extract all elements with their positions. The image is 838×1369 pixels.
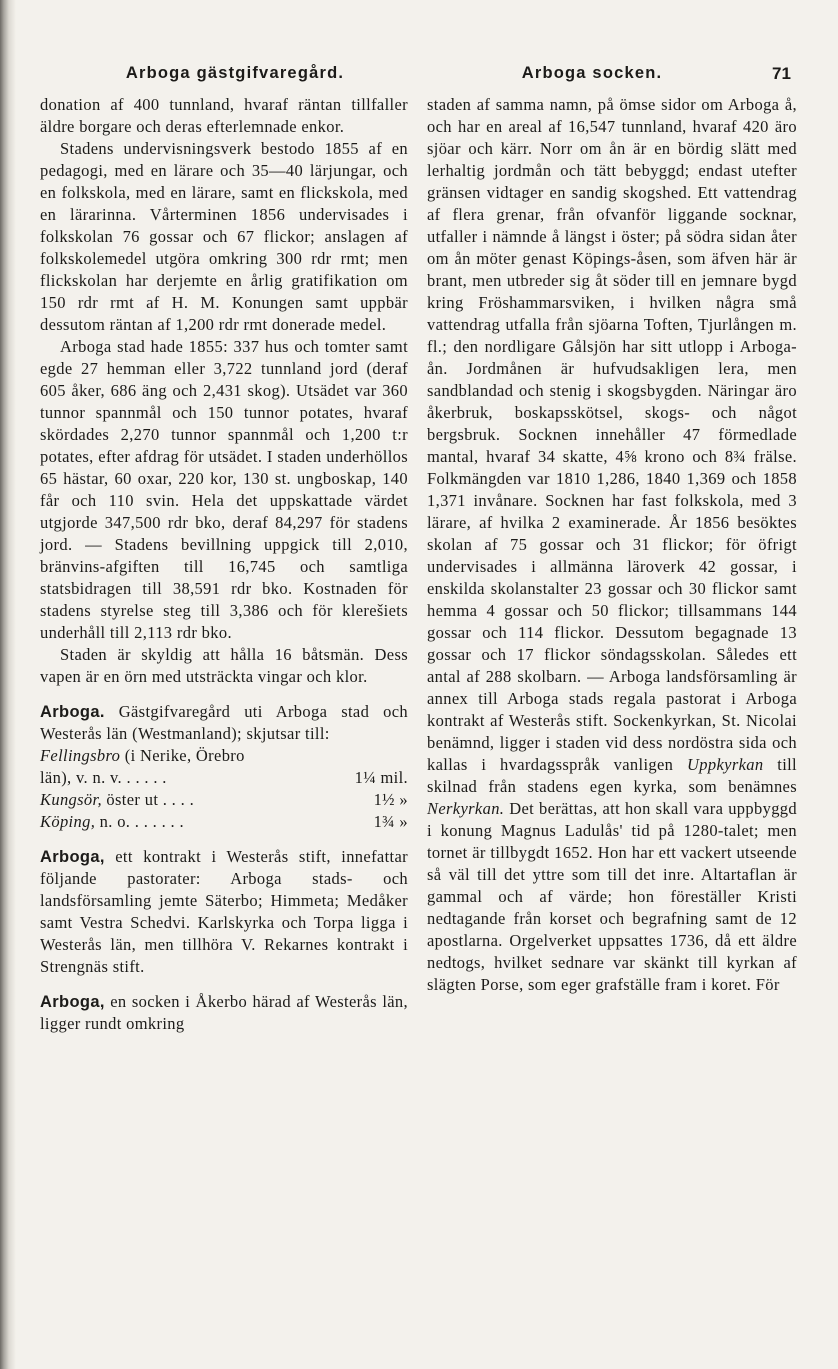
route-row [40, 745, 408, 767]
text-run: Det berättas, att hon skall vara uppbyggd i konung Magnus Ladulås' tid på 1280-talet; men tornet är tillbygdt 1652. Hon har ett vackert utseende så väl till det yttre som till det inre. Altartaflan är gammal och af värde; hon föreställer Kristi nedtagande från korset och begrafning samt de 12 apostlarna. Orgelverket uppsattes 1736, då ett äldre nedtogs, hvilket sednare var skänkt till kyrkan af slägten Porse, som eger grafställe fram i koret. För [427, 799, 797, 994]
italic-term: Nerkyrkan. [427, 799, 505, 818]
page-number: 71 [772, 64, 791, 83]
route-place: Kungsör, [40, 790, 102, 809]
route-row [40, 789, 408, 811]
route-row [40, 767, 408, 789]
entry-text: Gästgifvaregård uti Arboga stad och Westerås län (Westmanland); skjutsar till: [40, 702, 408, 743]
paragraph-donation: donation af 400 tunnland, hvaraf räntan tillfaller äldre borgare och deras efterlemnade enkor. [40, 95, 408, 136]
entry-head: Arboga, [40, 848, 105, 866]
entry-text: ett kontrakt i Westerås stift, innefattar följande pastorater: Arboga stads- och landsförsamling jemte Säterbo; Himmeta; Medåker samt Vestra Schedvi. Karlskyrka och Torpa ligga i Westerås län, men tillhöra V. Rekarnes kontrakt i Strengnäs stift. [40, 847, 408, 976]
route-unit: » [399, 790, 408, 809]
entry-arboga-socken [40, 991, 408, 1035]
paragraph-parish-description [427, 94, 797, 996]
route-detail: (i Nerike, Örebro [120, 746, 245, 765]
entry-text: en socken i Åkerbo härad af Westerås län, ligger rundt omkring [40, 992, 408, 1033]
route-place: Fellingsbro [40, 746, 121, 765]
route-distance: 1¾ [373, 812, 395, 831]
italic-term: Uppkyrkan [687, 755, 764, 774]
paragraph-education: Stadens undervisningsverk bestodo 1855 af en pedagogi, med en lärare och 35—40 lärjungar, och en folkskola, med en lärare, samt en flickskola, med en lärarinna. Vårterminen 1856 undervisades i folkskolan 76 gossar och 67 flickor; anslagen af folkskolemedel utgöra omkring 300 rdr rmt; men flickskolan har derjemte en årlig gratifikation om 150 rdr rmt af H. M. Konungen samt uppbär dessutom räntan af 1,200 rdr rmt donerade medel. [40, 139, 408, 334]
page-binding-shadow [0, 0, 16, 1369]
left-column [40, 94, 408, 1035]
paragraph-coat-of-arms: Staden är skyldig att hålla 16 båtsmän. Dess vapen är en örn med utsträckta vingar och klor. [40, 645, 408, 686]
route-list [40, 745, 408, 833]
text-run: staden af samma namn, på ömse sidor om Arboga å, och har en areal af 16,547 tunnland, hvaraf 420 äro sjöar och kärr. Norr om ån är en bördig slätt med lerhaltig jordmån och tätt bebyggd; endast utefter gränsen vidtager en sandig skogshed. Ett vattendrag af flera grenar, från ofvanför liggande socknar, utfaller i nämnde å längst i öster; på södra sidan åter om ån möter genast Köpings-åsen, som äfven här är brant, men utbreder sig åt söder till en jemnare bygd kring Fröshammarsviken, i hvilken några små vattendrag utfalla från sjöarna Toften, Tjurlången m. fl.; den nordligare Gålsjön har sitt utlopp i Arboga-ån. Jordmånen är hufvudsakligen lera, men sandblandad och stenig i skogsbygden. Näringar äro åkerbruk, boskapsskötsel, skogs- och något bergsbruk. Socknen innehåller 47 förmedlade mantal, hvaraf 34 skatte, 4⅝ krono och 8¾ frälse. Folkmängden var 1810 1,286, 1840 1,369 och 1858 1,371 invånare. Socknen har fast folkskola, med 3 lärare, af hvilka 2 examinerade. År 1856 besöktes skolan af 75 gossar och 31 flickor; för öfrigt undervisades i allmänna läroverk 42 gossar, i enskilda skolanstalter 23 gossar och 30 flickor samt hemma 4 gossar och 50 flickor; tillsammans 144 gossar och 114 flickor. Dessutom begagnade 13 gossar och 17 flickor söndagsskolan. Således ett antal af 288 skolbarn. — Arboga landsförsamling är annex till Arboga stads regala pastorat i Arboga kontrakt af Westerås stift. Sockenkyrkan, St. Nicolai benämnd, ligger i staden vid dess nordöstra sida och kallas i hvardagsspråk vanligen [427, 95, 797, 774]
running-header-left: Arboga gästgifvaregård. [125, 64, 345, 82]
route-detail: n. o. . . . . . . [95, 812, 184, 831]
right-column [427, 94, 797, 996]
entry-arboga-inn [40, 701, 408, 745]
text-run: till skilnad från stadens egen kyrka, som benämnes [427, 755, 797, 796]
entry-arboga-kontrakt [40, 846, 408, 978]
route-distance: 1¼ [354, 768, 376, 787]
entry-head: Arboga. [40, 703, 105, 721]
route-unit: » [399, 812, 408, 831]
running-header-right: Arboga socken. [521, 64, 663, 82]
route-unit: mil. [380, 768, 408, 787]
route-row [40, 811, 408, 833]
entry-head: Arboga, [40, 993, 105, 1011]
paragraph-statistics: Arboga stad hade 1855: 337 hus och tomter samt egde 27 hemman eller 3,722 tunnland jord (deraf 605 åker, 686 äng och 2,431 skog). Utsädet var 360 tunnor spannmål och 150 tunnor potates, hvaraf skördades 2,270 tunnor spannmål och 1,200 t:r potates, efter afdrag för utsädet. I staden underhöllos 65 hästar, 60 oxar, 220 kor, 130 st. ungboskap, 140 får och 110 svin. Hela det uppskattade värdet utgjorde 347,500 rdr bko, deraf 84,297 för stadens jord. — Stadens bevillning uppgick till 2,010, bränvins-afgiften till 16,745 och samtliga statsbidragen till 38,591 rdr bko. Kostnaden för stadens styrelse steg till 3,386 och för klerešiets underhåll till 2,113 rdr bko. [40, 337, 408, 642]
route-place: Köping, [40, 812, 96, 831]
route-detail: län), v. n. v. . . . . . [40, 768, 167, 787]
route-detail: öster ut . . . . [101, 790, 195, 809]
route-distance: 1½ [373, 790, 395, 809]
